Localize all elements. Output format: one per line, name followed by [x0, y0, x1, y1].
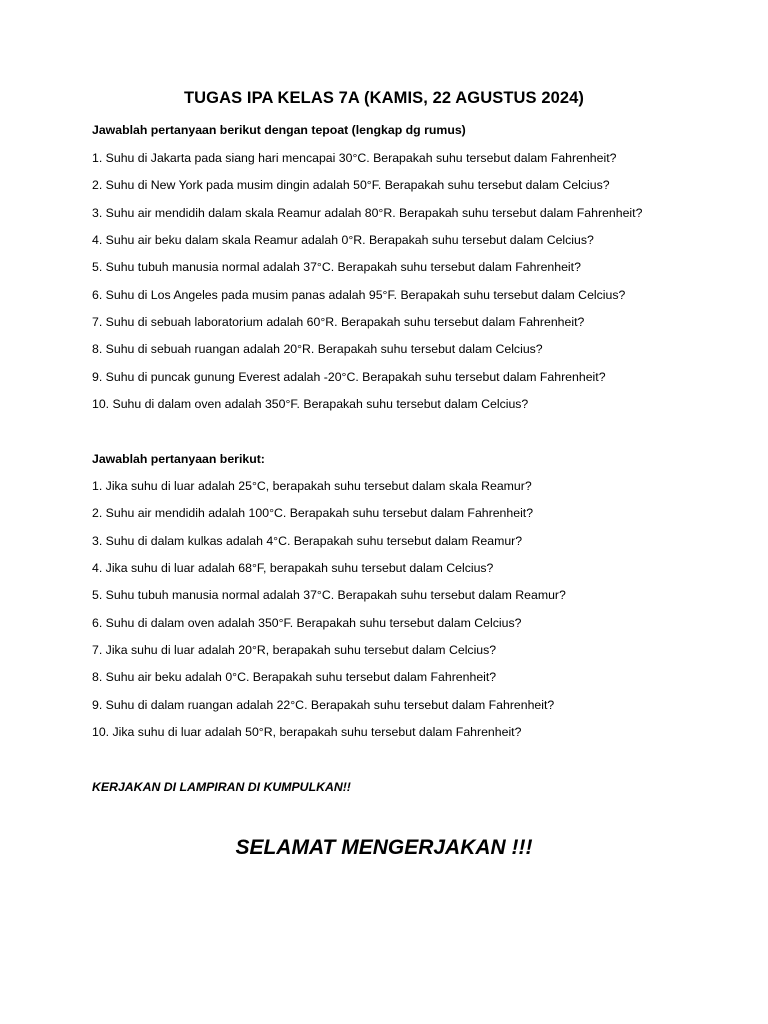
section2-question-4: 4. Jika suhu di luar adalah 68°F, berapakah suhu tersebut dalam Celcius?: [92, 561, 494, 575]
section2-question-5: 5. Suhu tubuh manusia normal adalah 37°C. Berapakah suhu tersebut dalam Reamur?: [92, 588, 566, 602]
section2-question-3: 3. Suhu di dalam kulkas adalah 4°C. Berapakah suhu tersebut dalam Reamur?: [92, 534, 523, 548]
section1-question-5: 5. Suhu tubuh manusia normal adalah 37°C. Berapakah suhu tersebut dalam Fahrenheit?: [92, 260, 581, 274]
submission-note: KERJAKAN DI LAMPIRAN DI KUMPULKAN!!: [92, 780, 351, 794]
section2-question-7: 7. Jika suhu di luar adalah 20°R, berapakah suhu tersebut dalam Celcius?: [92, 643, 497, 657]
section2-question-8: 8. Suhu air beku adalah 0°C. Berapakah suhu tersebut dalam Fahrenheit?: [92, 670, 497, 684]
section1-question-4: 4. Suhu air beku dalam skala Reamur adalah 0°R. Berapakah suhu tersebut dalam Celcius?: [92, 233, 594, 247]
section1-question-10: 10. Suhu di dalam oven adalah 350°F. Berapakah suhu tersebut dalam Celcius?: [92, 397, 529, 411]
section1-question-9: 9. Suhu di puncak gunung Everest adalah -20°C. Berapakah suhu tersebut dalam Fahrenheit?: [92, 370, 606, 384]
section2-question-9: 9. Suhu di dalam ruangan adalah 22°C. Berapakah suhu tersebut dalam Fahrenheit?: [92, 698, 555, 712]
closing-message: SELAMAT MENGERJAKAN !!!: [235, 836, 533, 859]
section2-question-2: 2. Suhu air mendidih adalah 100°C. Berapakah suhu tersebut dalam Fahrenheit?: [92, 506, 534, 520]
section2-question-6: 6. Suhu di dalam oven adalah 350°F. Berapakah suhu tersebut dalam Celcius?: [92, 616, 522, 630]
section2-question-10: 10. Jika suhu di luar adalah 50°R, berapakah suhu tersebut dalam Fahrenheit?: [92, 725, 522, 739]
section1-instruction: Jawablah pertanyaan berikut dengan tepoat (lengkap dg rumus): [92, 123, 466, 137]
page-title: TUGAS IPA KELAS 7A (KAMIS, 22 AGUSTUS 2024): [183, 89, 585, 107]
section2-question-1: 1. Jika suhu di luar adalah 25°C, berapakah suhu tersebut dalam skala Reamur?: [92, 479, 532, 493]
section1-question-8: 8. Suhu di sebuah ruangan adalah 20°R. Berapakah suhu tersebut dalam Celcius?: [92, 342, 543, 356]
section1-question-2: 2. Suhu di New York pada musim dingin adalah 50°F. Berapakah suhu tersebut dalam Celcius?: [92, 178, 610, 192]
section1-question-1: 1. Suhu di Jakarta pada siang hari mencapai 30°C. Berapakah suhu tersebut dalam Fahrenheit?: [92, 151, 617, 165]
section1-question-7: 7. Suhu di sebuah laboratorium adalah 60°R. Berapakah suhu tersebut dalam Fahrenheit?: [92, 315, 585, 329]
section1-question-3: 3. Suhu air mendidih dalam skala Reamur adalah 80°R. Berapakah suhu tersebut dalam Fahrenheit?: [92, 206, 643, 220]
section2-instruction: Jawablah pertanyaan berikut:: [92, 452, 265, 466]
section1-question-6: 6. Suhu di Los Angeles pada musim panas adalah 95°F. Berapakah suhu tersebut dalam Celcius?: [92, 288, 626, 302]
